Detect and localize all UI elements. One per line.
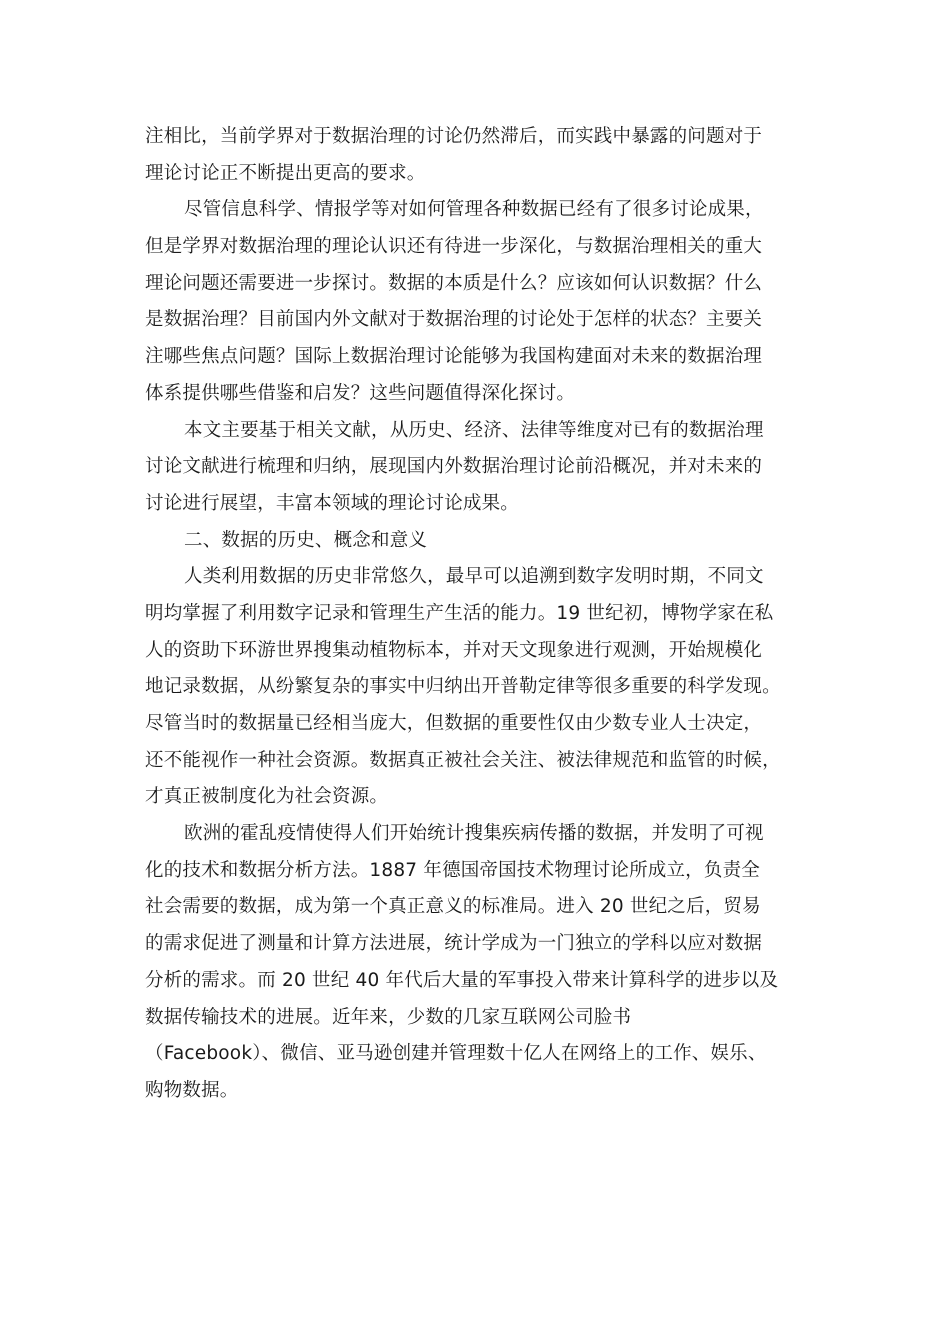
- text-line: 注哪些焦点问题？国际上数据治理讨论能够为我国构建面对未来的数据治理: [145, 346, 763, 368]
- text-line: 理论讨论正不断提出更高的要求。: [145, 162, 426, 184]
- text-line: 还不能视作一种社会资源。数据真正被社会关注、被法律规范和监管的时候，: [145, 749, 781, 771]
- text-line: 注相比，当前学界对于数据治理的讨论仍然滞后，而实践中暴露的问题对于: [145, 126, 763, 147]
- text-line: 讨论进行展望，丰富本领域的理论讨论成果。: [145, 492, 520, 514]
- text-line: 是数据治理？目前国内外文献对于数据治理的讨论处于怎样的状态？主要关: [145, 309, 763, 331]
- text-line: （Facebook）、微信、亚马逊创建并管理数十亿人在网络上的工作、娱乐、: [145, 1043, 767, 1065]
- text-line: 社会需要的数据，成为第一个真正意义的标准局。进入 20 世纪之后，贸易: [145, 896, 761, 918]
- text-line: 本文主要基于相关文献，从历史、经济、法律等维度对已有的数据治理: [184, 419, 764, 441]
- text-line: 但是学界对数据治理的理论认识还有待进一步深化，与数据治理相关的重大: [145, 236, 763, 258]
- text-line: 尽管当时的数据量已经相当庞大，但数据的重要性仅由少数专业人士决定，: [145, 713, 763, 734]
- text-line: 二、数据的历史、概念和意义: [184, 529, 428, 551]
- text-line: 地记录数据，从纷繁复杂的事实中归纳出开普勒定律等很多重要的科学发现。: [145, 676, 781, 698]
- text-line: 体系提供哪些借鉴和启发？这些问题值得深化探讨。: [145, 382, 576, 404]
- text-line: 人的资助下环游世界搜集动植物标本，并对天文现象进行观测，开始规模化: [145, 639, 763, 661]
- text-line: 讨论文献进行梳理和归纳，展现国内外数据治理讨论前沿概况，并对未来的: [145, 456, 763, 478]
- text-line: 分析的需求。而 20 世纪 40 年代后大量的军事投入带来计算科学的进步以及: [145, 969, 779, 991]
- text-line: 尽管信息科学、情报学等对如何管理各种数据已经有了很多讨论成果，: [184, 199, 764, 221]
- text-line: 明均掌握了利用数字记录和管理生产生活的能力。19 世纪初，博物学家在私: [145, 602, 774, 624]
- text-line: 化的技术和数据分析方法。1887 年德国帝国技术物理讨论所成立，负责全: [145, 859, 760, 881]
- text-line: 人类利用数据的历史非常悠久，最早可以追溯到数字发明时期，不同文: [184, 566, 764, 588]
- text-line: 理论问题还需要进一步探讨。数据的本质是什么？应该如何认识数据？什么: [145, 272, 763, 294]
- text-line: 欧洲的霍乱疫情使得人们开始统计搜集疾病传播的数据，并发明了可视: [184, 823, 764, 845]
- text-line: 购物数据。: [145, 1079, 239, 1101]
- text-line: 才真正被制度化为社会资源。: [145, 786, 389, 808]
- text-line: 数据传输技术的进展。近年来，少数的几家互联网公司脸书: [145, 1006, 632, 1028]
- document-body: [145, 119, 810, 1110]
- text-line: 的需求促进了测量和计算方法进展，统计学成为一门独立的学科以应对数据: [145, 933, 763, 955]
